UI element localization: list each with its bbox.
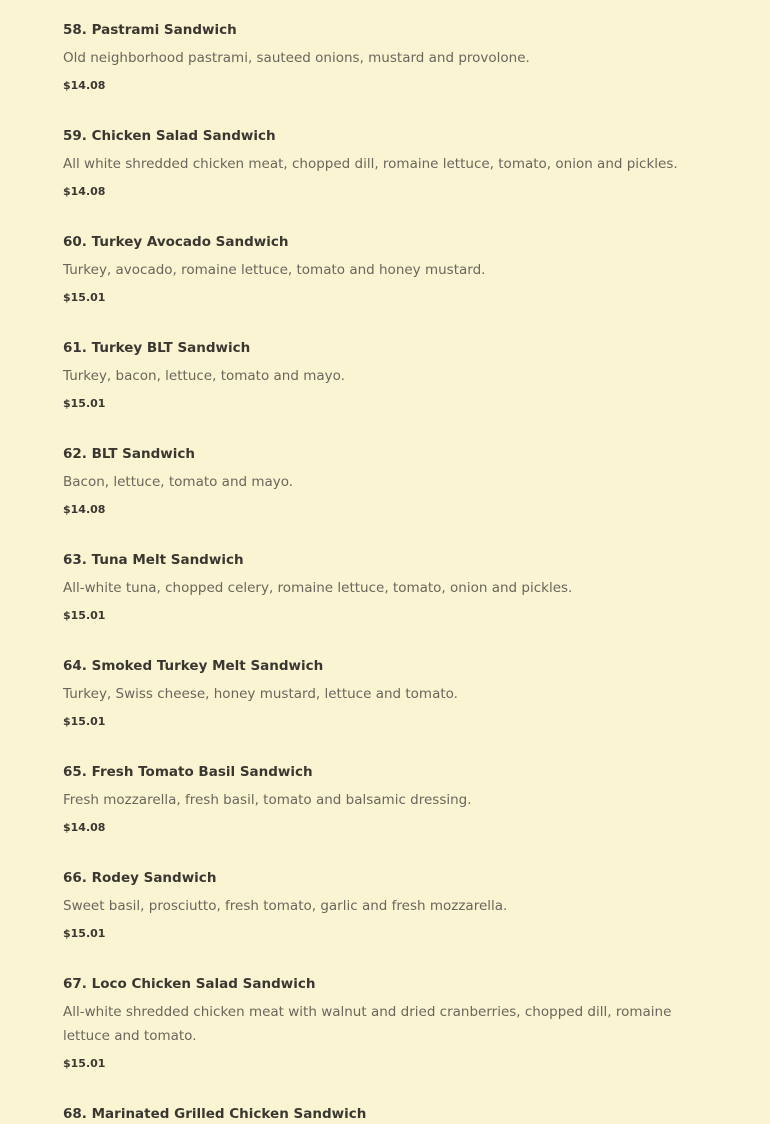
item-description: All white shredded chicken meat, chopped dill, romaine lettuce, tomato, onion and pickles.: [63, 156, 678, 172]
menu-item[interactable]: [63, 656, 683, 730]
item-name: 63. Tuna Melt Sandwich: [63, 552, 244, 568]
menu-item[interactable]: [63, 762, 683, 836]
menu-item[interactable]: [63, 974, 683, 1072]
item-description: Old neighborhood pastrami, sauteed onions, mustard and provolone.: [63, 50, 530, 66]
item-price: $14.08: [63, 185, 106, 198]
item-name: 64. Smoked Turkey Melt Sandwich: [63, 658, 324, 674]
item-price: $15.01: [63, 609, 106, 622]
menu-item[interactable]: [63, 20, 683, 94]
menu-item[interactable]: [63, 1104, 683, 1124]
menu-item[interactable]: [63, 550, 683, 624]
item-price: $14.08: [63, 79, 106, 92]
menu-item[interactable]: [63, 126, 683, 200]
item-description: Turkey, bacon, lettuce, tomato and mayo.: [63, 368, 345, 384]
item-price: $15.01: [63, 291, 106, 304]
item-price: $14.08: [63, 821, 106, 834]
item-description: All-white shredded chicken meat with walnut and dried cranberries, chopped dill, romaine lettuce and tomato.: [63, 1004, 672, 1044]
item-price: $15.01: [63, 715, 106, 728]
item-name: 61. Turkey BLT Sandwich: [63, 340, 251, 356]
item-price: $15.01: [63, 1057, 106, 1070]
item-description: Turkey, Swiss cheese, honey mustard, lettuce and tomato.: [63, 686, 458, 702]
item-description: Turkey, avocado, romaine lettuce, tomato and honey mustard.: [63, 262, 486, 278]
item-price: $15.01: [63, 397, 106, 410]
item-name: 67. Loco Chicken Salad Sandwich: [63, 976, 316, 992]
item-name: 58. Pastrami Sandwich: [63, 22, 237, 38]
item-description: Fresh mozzarella, fresh basil, tomato and balsamic dressing.: [63, 792, 472, 808]
item-description: Sweet basil, prosciutto, fresh tomato, garlic and fresh mozzarella.: [63, 898, 508, 914]
item-name: 62. BLT Sandwich: [63, 446, 196, 462]
item-name: 65. Fresh Tomato Basil Sandwich: [63, 764, 313, 780]
item-price: $14.08: [63, 503, 106, 516]
item-name: 59. Chicken Salad Sandwich: [63, 128, 276, 144]
menu-item[interactable]: [63, 444, 683, 518]
menu-item[interactable]: [63, 868, 683, 942]
item-name: 66. Rodey Sandwich: [63, 870, 217, 886]
menu-item[interactable]: [63, 232, 683, 306]
menu-item[interactable]: [63, 338, 683, 412]
item-price: $15.01: [63, 927, 106, 940]
item-description: All-white tuna, chopped celery, romaine lettuce, tomato, onion and pickles.: [63, 580, 573, 596]
item-name: 68. Marinated Grilled Chicken Sandwich: [63, 1106, 367, 1122]
item-name: 60. Turkey Avocado Sandwich: [63, 234, 289, 250]
item-description: Bacon, lettuce, tomato and mayo.: [63, 474, 294, 490]
